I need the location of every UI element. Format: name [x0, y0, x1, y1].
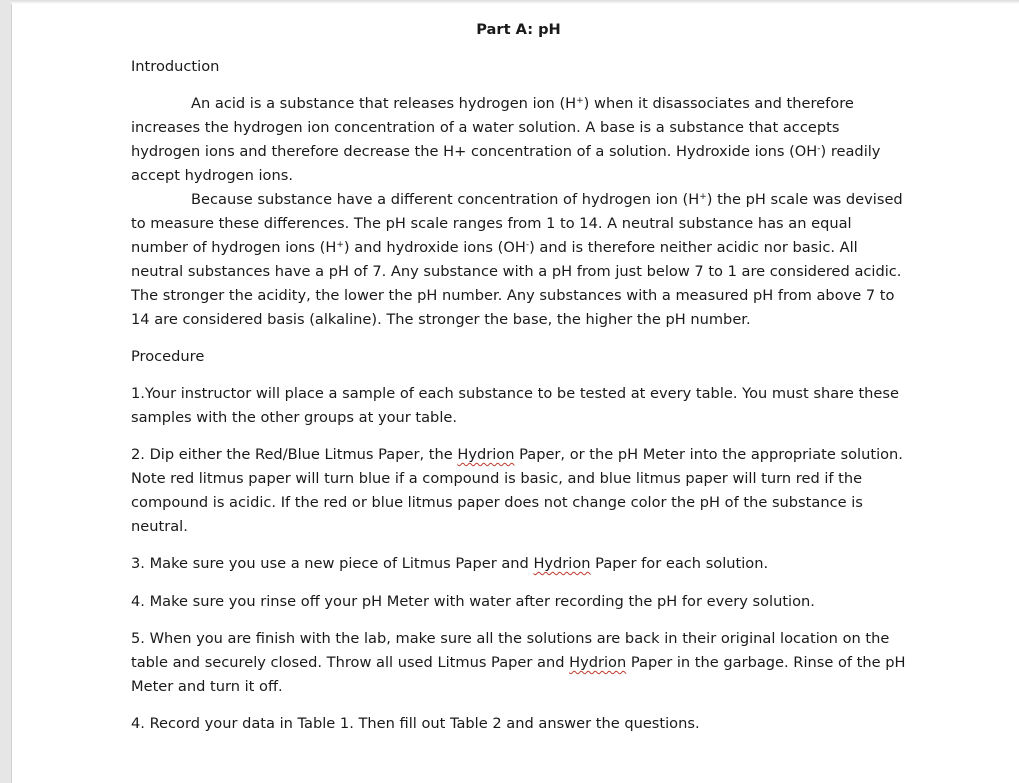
page-top-edge — [11, 0, 1019, 4]
intro-paragraph-1: An acid is a substance that releases hydrogen ion (H+) when it disassociates and therefore increases the hydrogen ion concentration of a water solution. A base is a substance that accepts hydrogen ions and therefore decrease the H+ concentration of a solution. Hydroxide ions (OH-) readily accept hydrogen ions. — [131, 95, 881, 184]
page-title: Part A: pH — [476, 21, 561, 38]
procedure-step-1: 1.Your instructor will place a sample of each substance to be tested at every table. You must share these samples with the other groups at your table. — [131, 385, 899, 426]
spelling-flag-hydrion[interactable]: Hydrion — [457, 446, 515, 463]
procedure-heading: Procedure — [131, 348, 205, 365]
procedure-step-3: 3. Make sure you use a new piece of Litmus Paper and Hydrion Paper for each solution. — [131, 555, 769, 572]
procedure-step-2: 2. Dip either the Red/Blue Litmus Paper, the Hydrion Paper, or the pH Meter into the appropriate solution. Note red litmus paper will turn blue if a compound is basic, and blue litmus paper will turn red if the compound is acidic. If the red or blue litmus paper does not change color the pH of the substance is neutral. — [131, 446, 903, 535]
introduction-heading: Introduction — [131, 58, 220, 75]
procedure-step-6: 4. Record your data in Table 1. Then fill out Table 2 and answer the questions. — [131, 715, 700, 732]
spelling-flag-hydrion[interactable]: Hydrion — [569, 654, 627, 671]
procedure-step-5: 5. When you are finish with the lab, make sure all the solutions are back in their original location on the table and securely closed. Throw all used Litmus Paper and Hydrion Paper in the garbage. Rinse of the pH Meter and turn it off. — [131, 630, 906, 695]
procedure-step-4: 4. Make sure you rinse off your pH Meter with water after recording the pH for every solution. — [131, 593, 815, 610]
intro-paragraph-2: Because substance have a different concentration of hydrogen ion (H+) the pH scale was devised to measure these differences. The pH scale ranges from 1 to 14. A neutral substance has an equal number of hydrogen ions (H+) and hydroxide ions (OH-) and is therefore neither acidic nor basic. All neutral substances have a pH of 7. Any substance with a pH from just below 7 to 1 are considered acidic. The stronger the acidity, the lower the pH number. Any substances with a measured pH from above 7 to 14 are considered basis (alkaline). The stronger the base, the higher the pH number. — [131, 191, 903, 328]
left-margin-bar — [0, 0, 12, 783]
spelling-flag-hydrion[interactable]: Hydrion — [533, 555, 591, 572]
